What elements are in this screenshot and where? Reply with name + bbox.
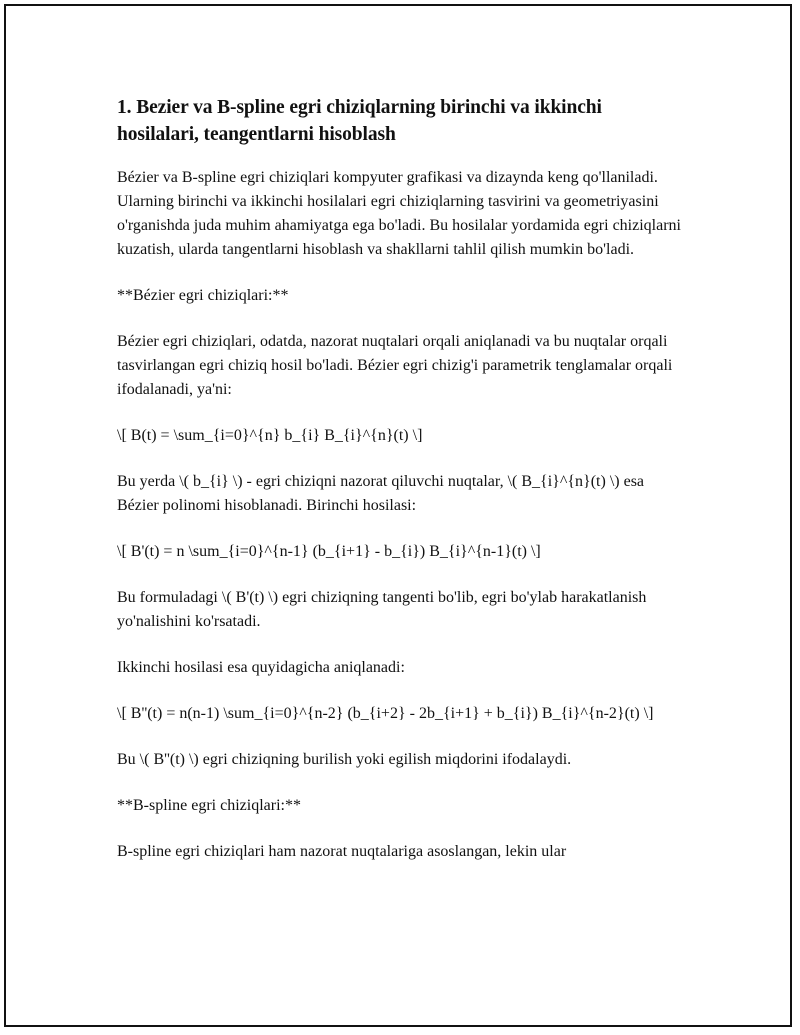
- second-derivative-intro: Ikkinchi hosilasi esa quyidagicha aniqlanadi:: [117, 659, 405, 676]
- curvature-explanation-paragraph: Bu \( B''(t) \) egri chiziqning burilish yoki egilish miqdorini ifodalaydi.: [117, 751, 572, 768]
- tangent-explanation-paragraph: Bu formuladagi \( B'(t) \) egri chiziqning tangenti bo'lib, egri bo'ylab harakatlanish yo'nalishini ko'rsatadi.: [117, 589, 647, 630]
- document-body: [117, 94, 682, 886]
- bezier-formula: \[ B(t) = \sum_{i=0}^{n} b_{i} B_{i}^{n}(t) \]: [117, 427, 423, 444]
- bezier-subheading: **Bézier egri chiziqlari:**: [117, 287, 289, 304]
- bezier-explanation-paragraph: Bu yerda \( b_{i} \) - egri chiziqni nazorat qiluvchi nuqtalar, \( B_{i}^{n}(t) \) esa Bézier polinomi hisoblanadi. Birinchi hosilasi:: [117, 473, 645, 514]
- second-derivative-formula: \[ B''(t) = n(n-1) \sum_{i=0}^{n-2} (b_{i+2} - 2b_{i+1} + b_{i}) B_{i}^{n-2}(t) \]: [117, 705, 654, 722]
- intro-paragraph: Bézier va B-spline egri chiziqlari kompyuter grafikasi va dizaynda keng qo'llaniladi. Ularning birinchi va ikkinchi hosilalari egri chiziqlarning tasvirini va geometriyasini o'rganishda juda muhim ahamiyatga ega bo'ladi. Bu hosilalar yordamida egri chiziqlarni kuzatish, ularda tangentlarni hisoblash va shakllarni tahlil qilish mumkin bo'ladi.: [117, 169, 681, 258]
- bspline-subheading: **B-spline egri chiziqlari:**: [117, 797, 301, 814]
- section-heading: 1. Bezier va B-spline egri chiziqlarning birinchi va ikkinchi hosilalari, teangentlarni hisoblash: [117, 97, 602, 145]
- bezier-definition-paragraph: Bézier egri chiziqlari, odatda, nazorat nuqtalari orqali aniqlanadi va bu nuqtalar orqali tasvirlangan egri chiziq hosil bo'ladi. Bézier egri chizig'i parametrik tenglamalar orqali ifodalanadi, ya'ni:: [117, 333, 673, 398]
- first-derivative-formula: \[ B'(t) = n \sum_{i=0}^{n-1} (b_{i+1} - b_{i}) B_{i}^{n-1}(t) \]: [117, 543, 541, 560]
- bspline-paragraph: B-spline egri chiziqlari ham nazorat nuqtalariga asoslangan, lekin ular: [117, 843, 567, 860]
